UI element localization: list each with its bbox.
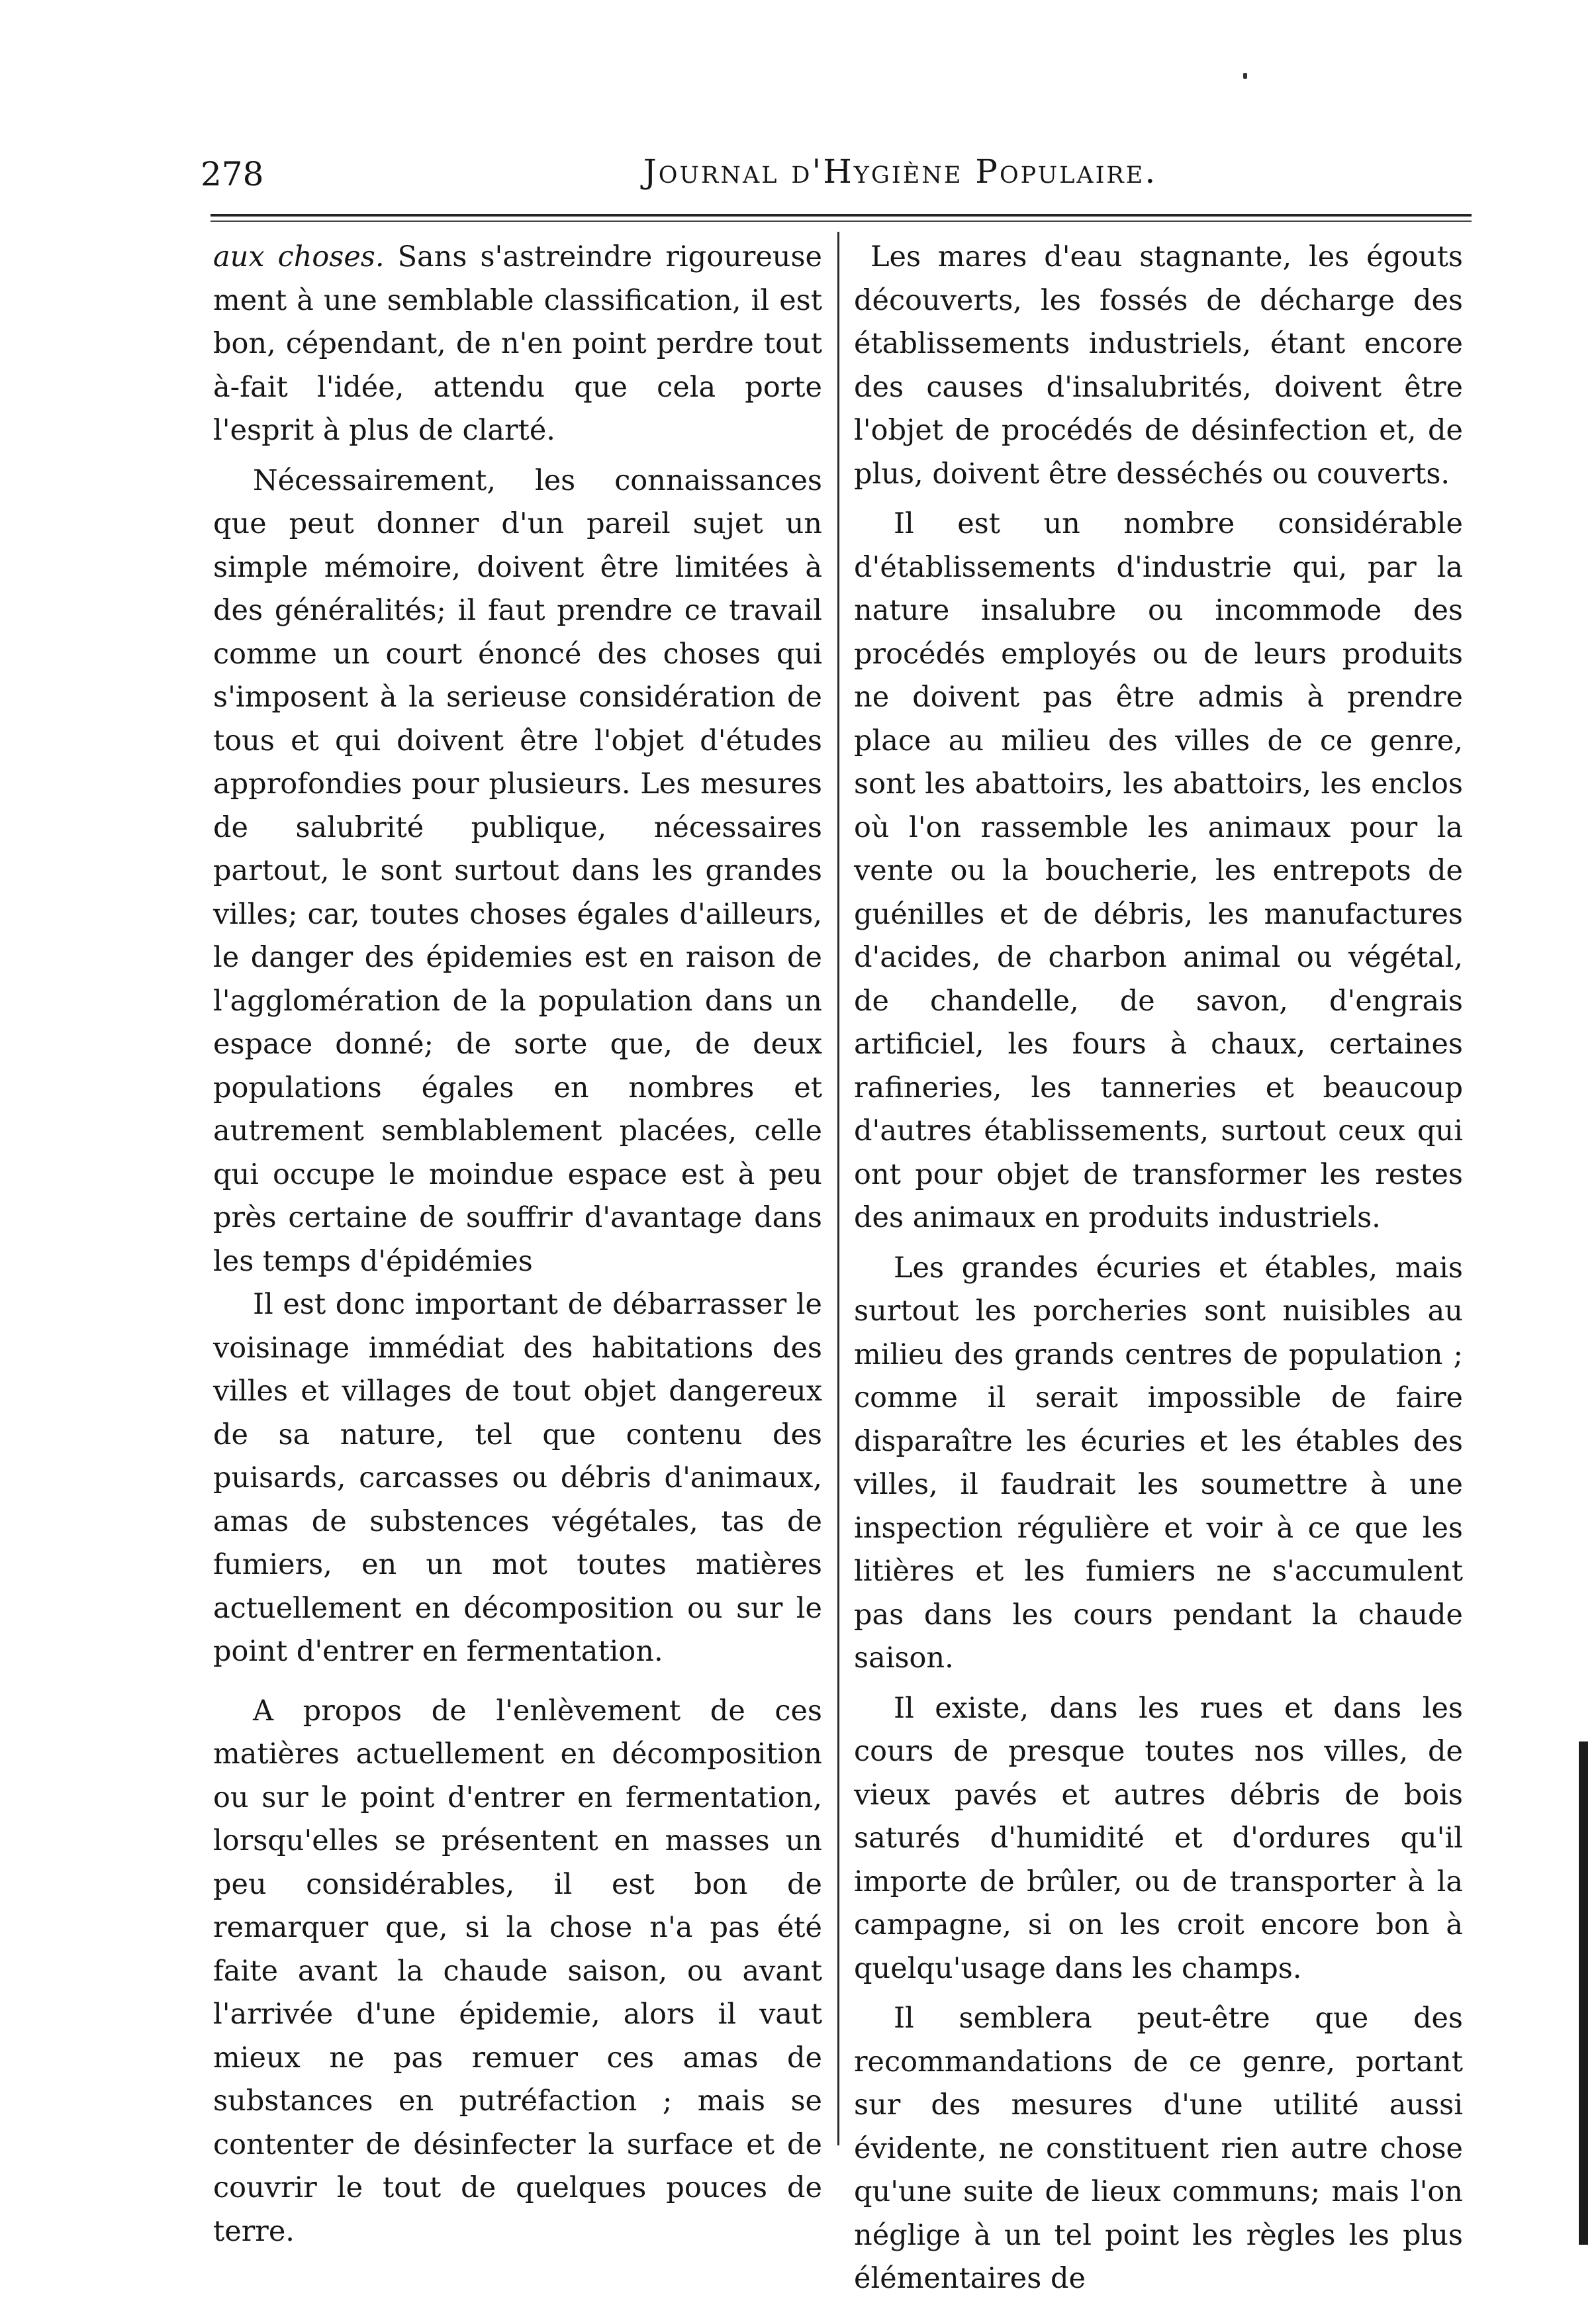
left-column — [213, 236, 822, 2253]
header-rule — [211, 214, 1472, 217]
page-number: 278 — [201, 155, 264, 193]
paragraph: Il existe, dans les rues et dans les cours de presque toutes nos villes, de vieux pavés et autres débris de bois saturés d'humidité et d'ordures qu'il importe de brûler, ou de transporter à la campagne, si on les croit encore bon à quelqu'usage dans les champs. — [854, 1691, 1463, 1985]
paragraph: Les mares d'eau stagnante, les égouts découverts, les fossés de décharge des établissements industriels, étant encore des causes d'insalubrités, doivent être l'objet de procédés de désinfection et, de plus, doivent être desséchés ou couverts. — [854, 240, 1463, 491]
paragraph: Il semblera peut-être que des recommandations de ce genre, portant sur des mesures d'une utilité aussi évidente, ne constituent rien autre chose qu'une suite de lieux communs; mais l'on néglige à un tel point les règles les plus élémentaires de — [854, 2002, 1463, 2295]
italic-text: aux choses. — [213, 240, 385, 273]
right-column — [854, 236, 1463, 2301]
paragraph: Nécessairement, les connaissances que peut donner d'un pareil sujet un simple mémoire, doivent être limitées à des généralités; il faut prendre ce travail comme un court énoncé des choses qui s'imposent à la serieuse considération de tous et qui doivent être l'objet d'études approfondies pour plusieurs. Les mesures de salubrité publique, nécessaires partout, le sont surtout dans les grandes villes; car, toutes choses égales d'ailleurs, le danger des épidemies est en raison de l'agglomération de la population dans un espace donné; de sorte que, de deux populations égales en nombres et autrement semblablement placées, celle qui occupe le moindue espace est à peu près certaine de souffrir d'avantage dans les temps d'épidémies — [213, 464, 822, 1278]
column-divider — [837, 232, 839, 2145]
paragraph: Il est donc important de débarrasser le voisinage immédiat des habitations des villes et villages de tout objet dangereux de sa nature, tel que contenu des puisards, carcasses ou débris d'animaux, amas de substences végétales, tas de fumiers, en un mot toutes matières actuellement en décomposition ou sur le point d'entrer en fermentation. — [213, 1288, 822, 1668]
paragraph — [213, 236, 822, 453]
scan-speck — [1243, 73, 1247, 79]
scan-edge-mark — [1579, 1741, 1588, 2245]
header-rule-thin — [211, 220, 1472, 222]
paragraph: Il est un nombre considérable d'établissements d'industrie qui, par la nature insalubre ou incommode des procédés employés ou de leurs produits ne doivent pas être admis à prendre place au milieu des villes de ce genre, sont les abattoirs, les abattoirs, les enclos où l'on rassemble les animaux pour la vente ou la boucherie, les entrepots de guénilles et de débris, les manufactures d'acides, de charbon animal ou végétal, de chandelle, de savon, d'engrais artificiel, les fours à chaux, certaines rafineries, les tanneries et beaucoup d'autres établissements, surtout ceux qui ont pour objet de transformer les restes des animaux en produits industriels. — [854, 507, 1463, 1234]
paragraph-text: Sans s'astreindre rigoureuse ment à une semblable classification, il est bon, cépendant, de n'en point perdre tout à-fait l'idée, attendu que cela porte l'esprit à plus de clarté. — [213, 240, 822, 447]
running-title: Journal d'Hygiène Populaire. — [643, 152, 1158, 191]
paragraph: Les grandes écuries et étables, mais surtout les porcheries sont nuisibles au milieu des grands centres de population ; comme il serait impossible de faire disparaître les écuries et les étables des villes, il faudrait les soumettre à une inspection régulière et voir à ce que les litières et les fumiers ne s'accumulent pas dans les cours pendant la chaude saison. — [854, 1251, 1463, 1675]
paragraph: A propos de l'enlèvement de ces matières actuellement en décomposition ou sur le point d'entrer en fermentation, lorsqu'elles se présentent en masses un peu considérables, il est bon de remarquer que, si la chose n'a pas été faite avant la chaude saison, ou avant l'arrivée d'une épidemie, alors il vaut mieux ne pas remuer ces amas de substances en putréfaction ; mais se contenter de désinfecter la surface et de couvrir le tout de quelques pouces de terre. — [213, 1694, 822, 2248]
